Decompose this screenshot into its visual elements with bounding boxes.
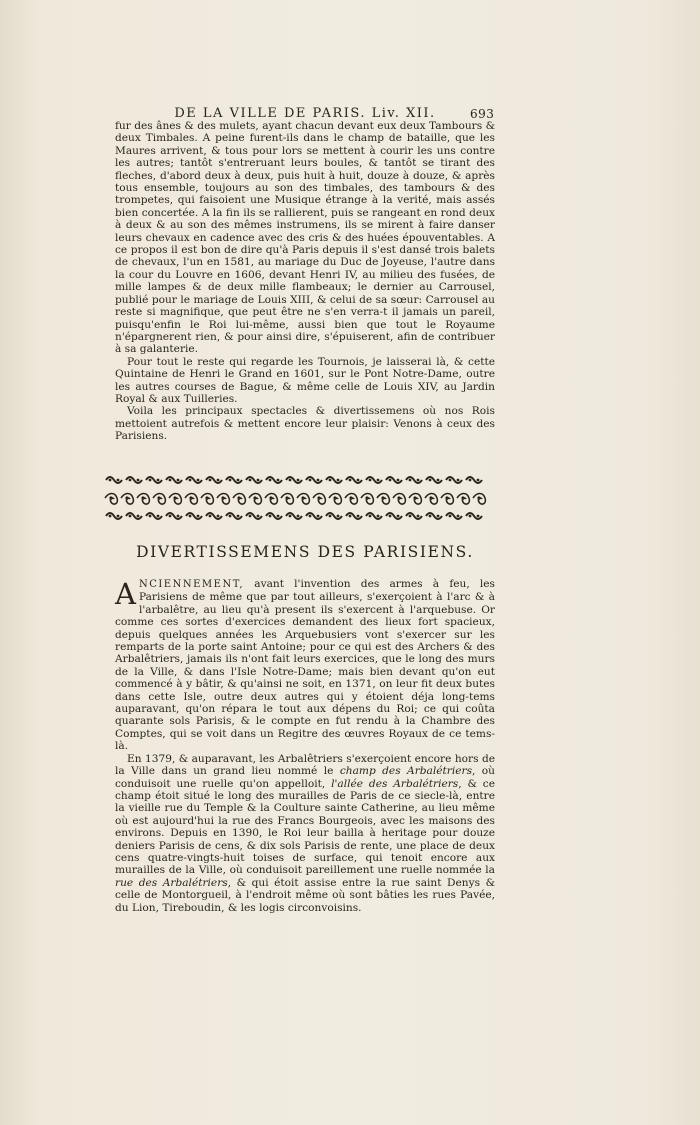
paragraph xyxy=(115,578,495,753)
paragraph-text: avant l'invention des armes à feu, les Parisiens de même que par tout ailleurs, s'exerçoient à l'arc & à l'arbalêtre, au lieu qu'à present ils s'exercent à l'arquebuse. Or comme ces sortes d'exercices demandent des lieux fort spacieux, depuis quelques années les Arquebusiers vont s'exercer sur les remparts de la porte saint Antoine; pour ce qui est des Archers & des Arbalêtriers, jamais ils n'ont fait leurs exercices, que le long des murs de la Ville, & dans l'Isle Notre-Dame; mais bien devant qu'on eut commencé à y bâtir, & qu'ainsi ne soit, en 1371, on leur fit deux butes dans cette Isle, outre deux autres qui y étoient déja long-tems auparavant, qu'on répara le tout aux dépens du Roi; ce qui coûta quarante sols Parisis, & le compte en fut rendu à la Chambre des Comptes, qui se voit dans un Regitre des œuvres Royaux de ce tems-là. xyxy=(115,578,495,753)
paragraph: Voila les principaux spectacles & divertissemens où nos Rois mettoient autrefois & mettent encore leur plaisir: Venons à ceux des Parisiens. xyxy=(115,405,495,443)
text-block-divertissemens xyxy=(115,578,495,914)
fleuron-ornament-band xyxy=(103,473,489,525)
italic-term: champ des Arbalétriers xyxy=(339,765,473,778)
paragraph xyxy=(115,753,495,914)
page-number: 693 xyxy=(470,107,495,121)
drop-cap: A xyxy=(115,577,136,611)
ornament-row-top xyxy=(106,477,482,483)
running-head: DE LA VILLE DE PARIS. Liv. XII. xyxy=(174,106,436,121)
paragraph-text: En 1379, & auparavant, les Arbalêtriers s'exerçoient encore hors de la Ville dans un grand lieu nommé le xyxy=(115,752,495,778)
ornament-row-bottom xyxy=(106,513,482,519)
italic-term: l'allée des Arbalétriers xyxy=(331,777,459,790)
paragraph: fur des ânes & des mulets, ayant chacun devant eux deux Tambours & deux Timbales. A peine furent-ils dans le champ de bataille, que les Maures arrivent, & tous pour lors se mettent à courir les uns contre les autres; tantôt s'entreruant leurs boules, & tantôt se tirant des fleches, d'abord deux à deux, puis huit à huit, douze à douze, & après tous ensemble, toujours au son des timbales, des tambours & des trompetes, qui faisoient une Musique étrange à la verité, mais assés bien concertée. A la fin ils se rallierent, puis se rangeant en rond deux à deux & au son des mêmes instrumens, ils se mirent à faire danser leurs chevaux en cadence avec des cris & des huées épouventables. A ce propos il est bon de dire qu'à Paris depuis il s'est dansé trois balets de chevaux, l'un en 1581, au mariage du Duc de Joyeuse, l'autre dans la cour du Louvre en 1606, devant Henri IV, au milieu des fusées, de mille lampes & de deux mille flambeaux; le dernier au Carrousel, publié pour le mariage de Louis XIII, & celui de sa sœur: Carrousel au reste si magnifique, que peut être ne s'en verra-t il jamais un pareil, puisqu'enfin le Roi lui-même, aussi bien que tout le Royaume n'épargnerent rien, & pour ainsi dire, s'épuiserent, afin de contribuer à sa galanterie. xyxy=(115,120,495,356)
text-block-tournois xyxy=(115,120,495,443)
italic-term: rue des Arbalétriers xyxy=(115,876,228,889)
lead-smallcaps: NCIENNEMENT, xyxy=(138,579,245,590)
paragraph: Pour tout le reste qui regarde les Tournois, je laisserai là, & cette Quintaine de Henri le Grand en 1601, sur le Pont Notre-Dame, outre les autres courses de Bague, & même celle de Louis XIV, au Jardin Royal & aux Tuilleries. xyxy=(115,355,495,405)
paragraph-text: , & ce champ étoit situé le long des murailles de Paris de ce siecle-là, entre la vieille rue du Temple & la Coulture sainte Catherine, au lieu même où est aujourd'hui la rue des Francs Bourgeois, avec les maisons des environs. Depuis en 1390, le Roi leur bailla à heritage pour douze deniers Parisis de cens, & dix sols Parisis de rente, une place de deux cens quatre-vingts-huit toises de surface, qui tenoit encore aux murailles de la Ville, où conduisoit pareillement une ruelle nommée la xyxy=(115,777,495,877)
ornament-row-middle xyxy=(105,494,485,505)
paragraph-text: , où conduisoit une ruelle qu'on appelloit, xyxy=(115,765,496,790)
section-title: DIVERTISSEMENS DES PARISIENS. xyxy=(136,543,474,561)
paragraph-text: , & qui étoit assise entre la rue saint Denys & celle de Montorgueil, à l'endroit même où sont bâties les rues Pavée, du Lion, Tireboudin, & les logis circonvoisins. xyxy=(115,876,496,914)
